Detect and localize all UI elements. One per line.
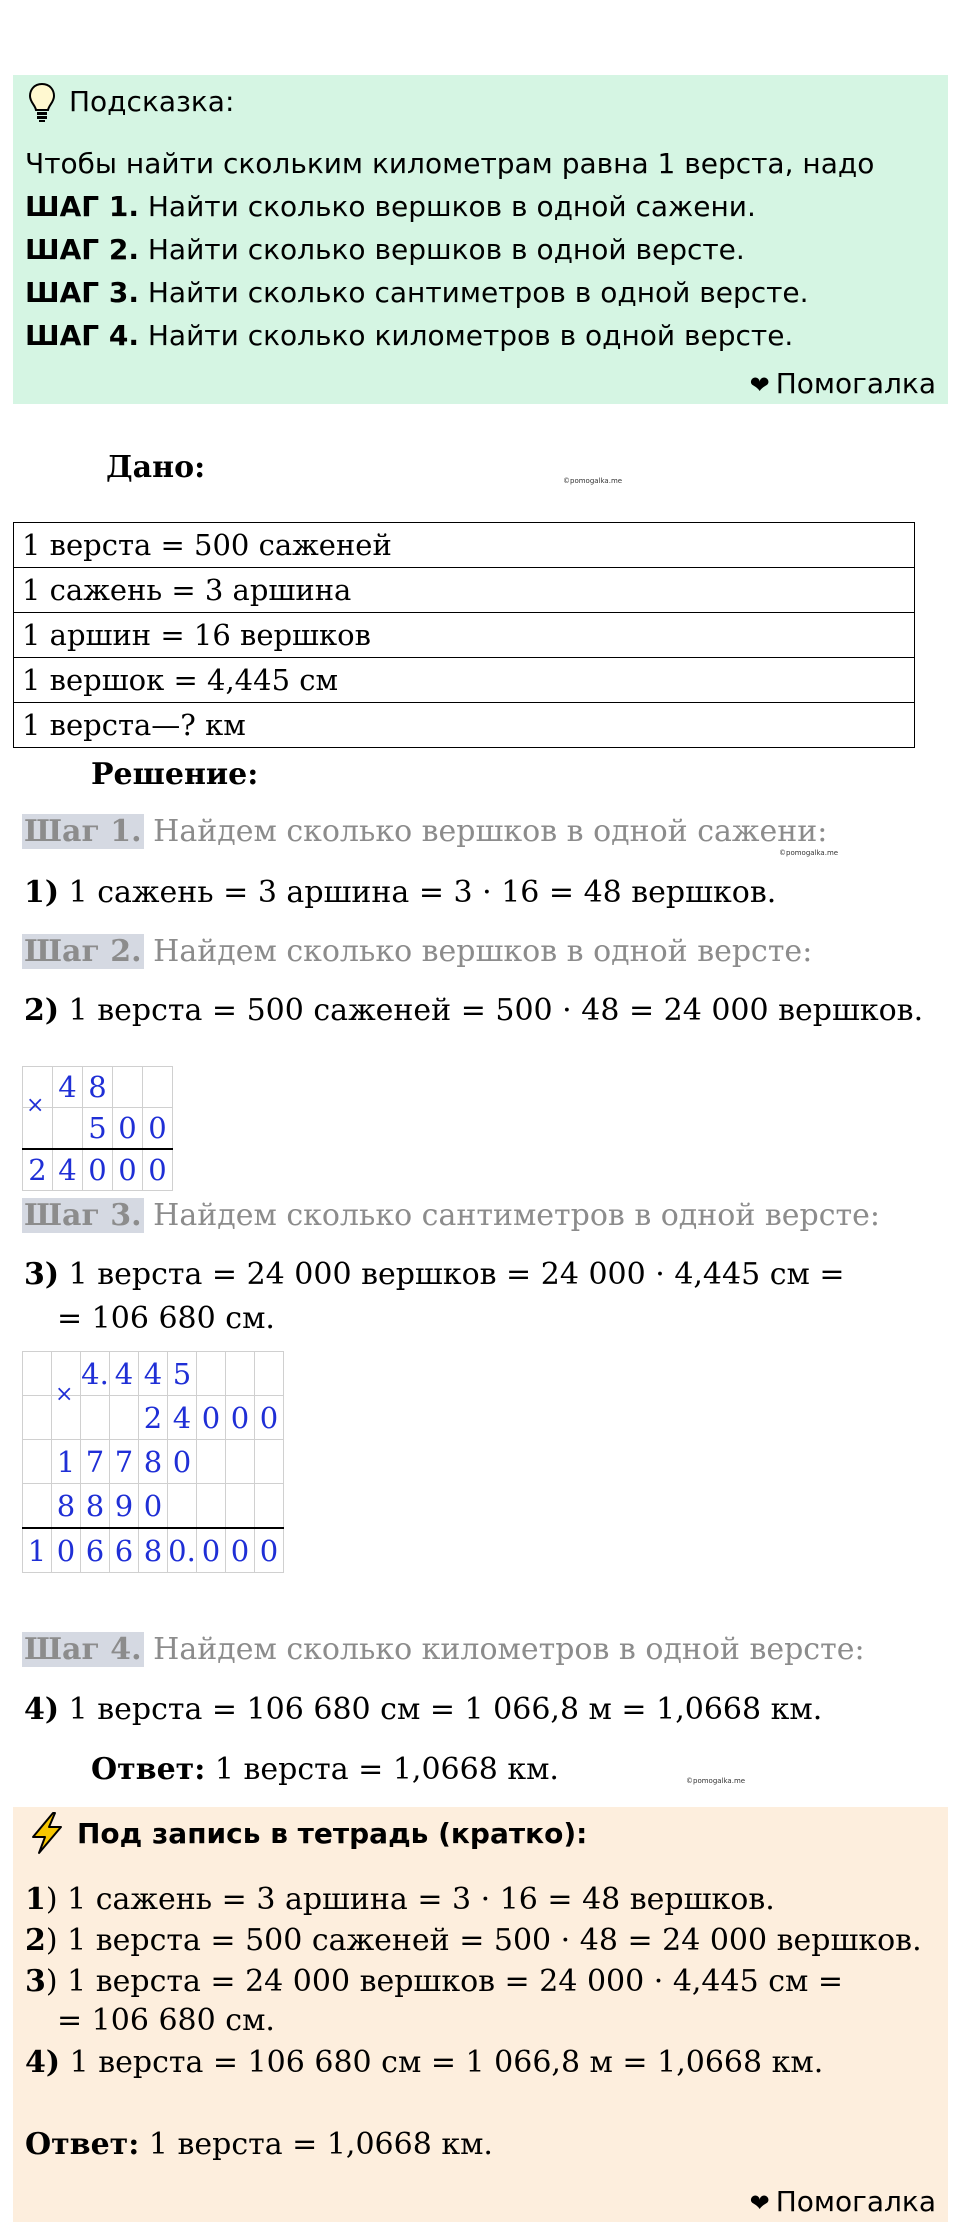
grid-cell: 8 xyxy=(139,1528,168,1573)
grid-cell: 8 xyxy=(139,1440,168,1484)
notebook-title: Под запись в тетрадь (кратко): xyxy=(77,1817,588,1850)
grid-cell: 0 xyxy=(83,1149,113,1191)
grid-cell: 0. xyxy=(168,1528,197,1573)
grid-cell: 0 xyxy=(226,1396,255,1440)
solution-line-1: 1) 1 сажень = 3 аршина = 3 · 16 = 48 вершков. xyxy=(24,875,777,910)
hint-intro: Чтобы найти скольким километрам равна 1 верста, надо xyxy=(25,147,875,180)
grid-cell xyxy=(255,1440,284,1484)
grid-cell: 5 xyxy=(83,1108,113,1150)
grid-cell xyxy=(168,1484,197,1529)
multiply-sign-icon: × xyxy=(55,1382,74,1407)
grid-cell xyxy=(226,1440,255,1484)
multiply-sign-icon: × xyxy=(26,1093,45,1118)
hint-box xyxy=(13,75,948,404)
solution-line-2: 2) 1 верста = 500 саженей = 500 · 48 = 24 000 вершков. xyxy=(24,993,924,1028)
step-heading-2: Шаг 2. Найдем сколько вершков в одной версте: xyxy=(24,934,813,969)
grid-cell: 4 xyxy=(110,1352,139,1396)
notebook-line-2: 2) 1 верста = 500 саженей = 500 · 48 = 24 000 вершков. xyxy=(25,1923,922,1958)
hint-step-4: ШАГ 4. Найти сколько километров в одной версте. xyxy=(25,319,794,352)
grid-cell: 0 xyxy=(143,1149,173,1191)
grid-cell: 8 xyxy=(83,1067,113,1108)
notebook-line-1: 1) 1 сажень = 3 аршина = 3 · 16 = 48 вершков. xyxy=(25,1882,775,1917)
grid-cell xyxy=(23,1352,52,1396)
hint-step-3: ШАГ 3. Найти сколько сантиметров в одной версте. xyxy=(25,276,809,309)
step-heading-1: Шаг 1. Найдем сколько вершков в одной сажени: xyxy=(24,814,828,849)
grid-cell: 6 xyxy=(81,1528,110,1573)
grid-cell xyxy=(143,1067,173,1108)
notebook-line-4: 4) 1 верста = 106 680 см = 1 066,8 м = 1,0668 км. xyxy=(25,2045,824,2080)
grid-cell: 5 xyxy=(168,1352,197,1396)
grid-cell: 2 xyxy=(139,1396,168,1440)
grid-cell: 0 xyxy=(113,1108,143,1150)
grid-cell: 0 xyxy=(52,1528,81,1573)
solution-line-4: 4) 1 верста = 106 680 см = 1 066,8 м = 1,0668 км. xyxy=(24,1692,823,1727)
grid-cell: 7 xyxy=(81,1440,110,1484)
grid-cell: 0 xyxy=(113,1149,143,1191)
solution-title: Решение: xyxy=(91,757,259,792)
grid-cell: 4 xyxy=(53,1067,83,1108)
grid-cell: 4 xyxy=(168,1396,197,1440)
notebook-box xyxy=(13,1807,948,2222)
hint-step-2: ШАГ 2. Найти сколько вершков в одной версте. xyxy=(25,233,745,266)
grid-cell xyxy=(226,1484,255,1529)
grid-cell: 4. xyxy=(81,1352,110,1396)
given-row: 1 аршин = 16 вершков xyxy=(14,613,915,658)
grid-cell xyxy=(23,1440,52,1484)
heart-icon: ❤ xyxy=(749,2189,770,2217)
grid-cell: 1 xyxy=(52,1440,81,1484)
grid-cell xyxy=(113,1067,143,1108)
grid-cell: 0 xyxy=(255,1528,284,1573)
grid-cell xyxy=(197,1440,226,1484)
watermark: ©pomogalka.me xyxy=(686,1777,746,1785)
grid-cell: 0 xyxy=(197,1396,226,1440)
notebook-line-3: 3) 1 верста = 24 000 вершков = 24 000 · 4,445 см = xyxy=(25,1964,844,1999)
step-heading-4: Шаг 4. Найдем сколько километров в одной версте: xyxy=(24,1632,865,1667)
grid-cell: 6 xyxy=(110,1528,139,1573)
lightning-icon xyxy=(27,1811,67,1855)
grid-cell xyxy=(197,1484,226,1529)
grid-cell xyxy=(23,1396,52,1440)
grid-cell xyxy=(226,1352,255,1396)
multiplication-grid-1 xyxy=(22,1066,173,1191)
grid-cell xyxy=(23,1484,52,1529)
grid-cell: 9 xyxy=(110,1484,139,1529)
given-title: Дано: xyxy=(106,450,206,485)
given-row: 1 сажень = 3 аршина xyxy=(14,568,915,613)
brand-label: ❤ Помогалка xyxy=(749,2185,936,2218)
watermark: ©pomogalka.me xyxy=(563,477,623,485)
brand-label: ❤ Помогалка xyxy=(749,367,936,400)
grid-cell xyxy=(110,1396,139,1440)
grid-cell xyxy=(81,1396,110,1440)
grid-cell: 7 xyxy=(110,1440,139,1484)
solution-line-3b: = 106 680 см. xyxy=(57,1301,275,1336)
given-table xyxy=(13,522,915,748)
notebook-answer: Ответ: 1 верста = 1,0668 км. xyxy=(25,2127,493,2162)
grid-cell: 0 xyxy=(139,1484,168,1529)
grid-cell: 8 xyxy=(81,1484,110,1529)
grid-cell: 0 xyxy=(168,1440,197,1484)
hint-title: Подсказка: xyxy=(69,85,235,118)
grid-cell: 0 xyxy=(255,1396,284,1440)
heart-icon: ❤ xyxy=(749,371,770,399)
grid-cell xyxy=(197,1352,226,1396)
given-row: 1 верста = 500 саженей xyxy=(14,523,915,568)
hint-step-1: ШАГ 1. Найти сколько вершков в одной сажени. xyxy=(25,190,756,223)
grid-cell: 4 xyxy=(139,1352,168,1396)
grid-cell xyxy=(255,1352,284,1396)
grid-cell: 1 xyxy=(23,1528,52,1573)
watermark: ©pomogalka.me xyxy=(779,849,839,857)
grid-cell xyxy=(255,1484,284,1529)
given-row: 1 верста—? км xyxy=(14,703,915,748)
grid-cell xyxy=(53,1108,83,1150)
grid-cell: 0 xyxy=(197,1528,226,1573)
grid-cell: 8 xyxy=(52,1484,81,1529)
given-row: 1 вершок = 4,445 см xyxy=(14,658,915,703)
grid-cell: 0 xyxy=(226,1528,255,1573)
lightbulb-icon xyxy=(27,81,57,123)
solution-line-3: 3) 1 верста = 24 000 вершков = 24 000 · 4,445 см = xyxy=(24,1257,845,1292)
step-heading-3: Шаг 3. Найдем сколько сантиметров в одной версте: xyxy=(24,1198,880,1233)
answer-line: Ответ: 1 верста = 1,0668 км. xyxy=(91,1752,559,1787)
notebook-line-3b: = 106 680 см. xyxy=(57,2003,275,2038)
grid-cell: 0 xyxy=(143,1108,173,1150)
grid-cell: 2 xyxy=(23,1149,53,1191)
grid-cell: 4 xyxy=(53,1149,83,1191)
